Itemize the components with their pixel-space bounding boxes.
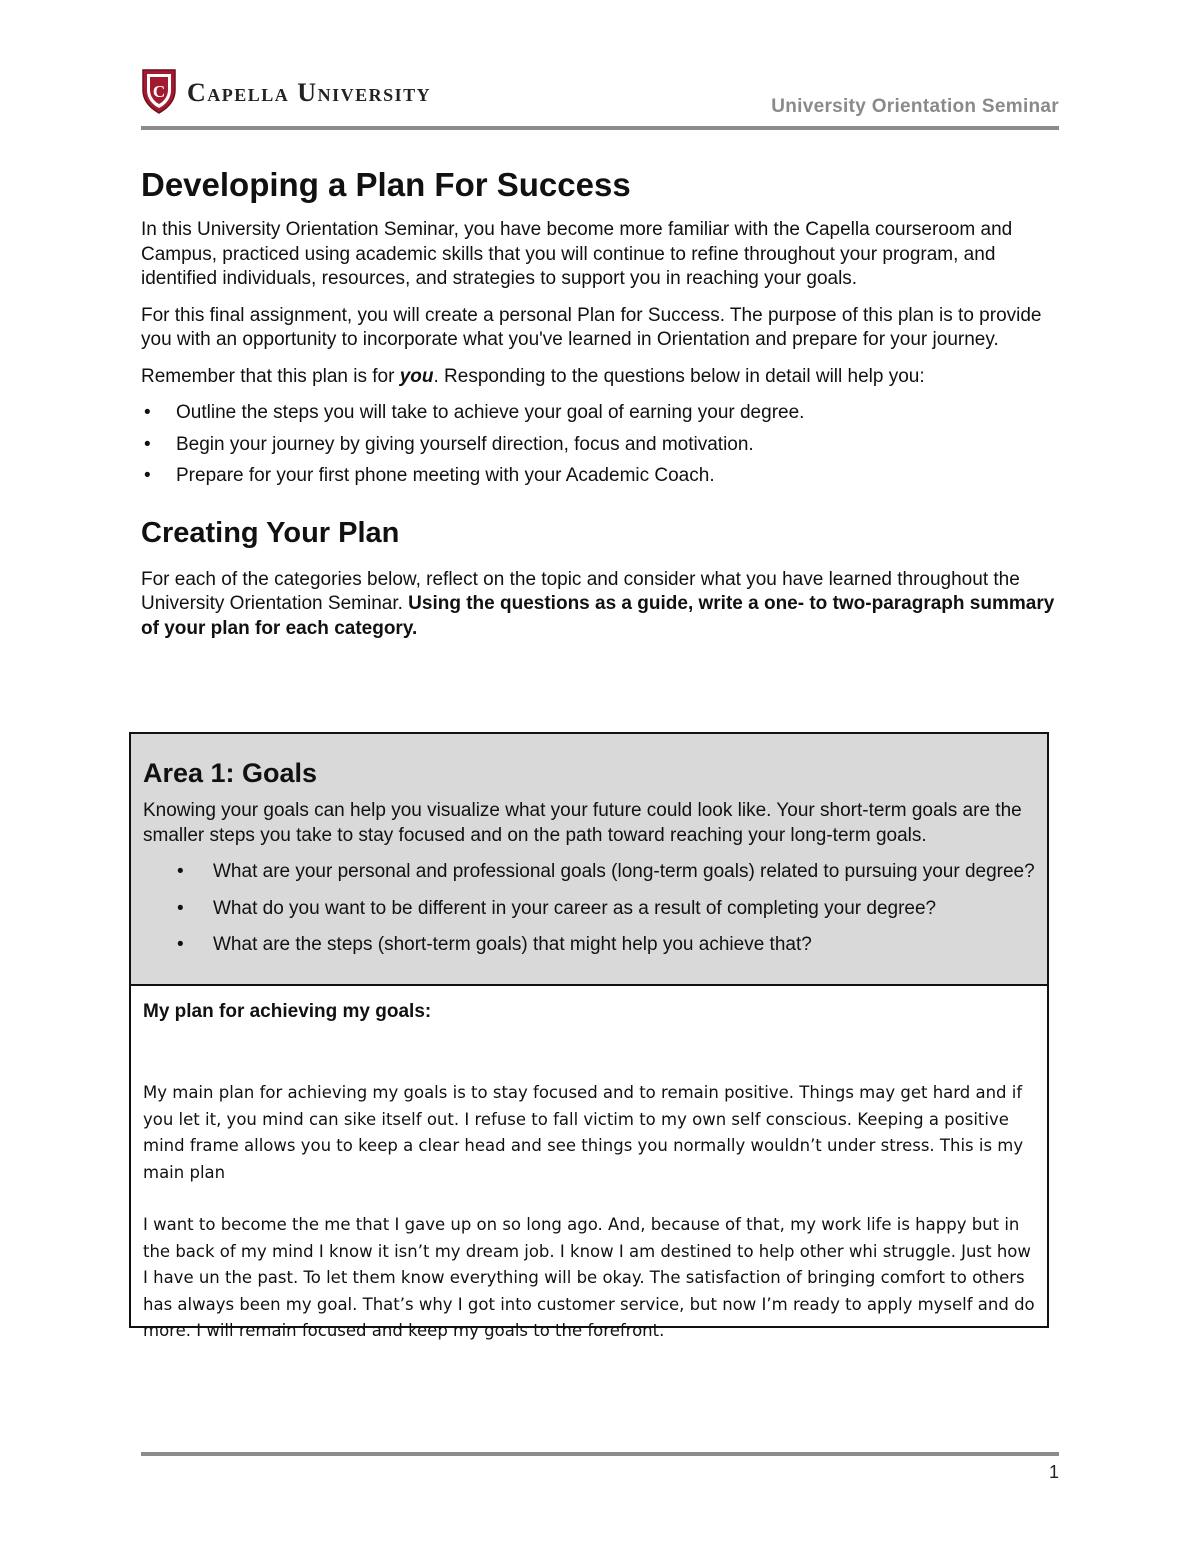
creating-plan-paragraph bbox=[141, 568, 1059, 642]
list-item bbox=[141, 433, 1059, 458]
remember-text-end: . Responding to the questions below in detail will help you: bbox=[433, 365, 925, 387]
goals-bullet-list bbox=[141, 401, 1059, 489]
svg-text:C: C bbox=[152, 82, 166, 101]
header-seminar-title: University Orientation Seminar bbox=[771, 96, 1059, 117]
creating-plan-text: For each of the categories below, reflect on the topic and consider what you have learned throughout the University Orientation Seminar. bbox=[141, 568, 1020, 614]
capella-crest-icon bbox=[141, 68, 177, 114]
bullet-icon: • bbox=[177, 897, 184, 919]
area1-answer[interactable] bbox=[131, 986, 1047, 1340]
question-text: What are the steps (short-term goals) that might help you achieve that? bbox=[213, 934, 812, 955]
creating-plan-instruction: Using the questions as a guide, write a one- to two-paragraph summary of your plan for each category. bbox=[141, 593, 1055, 639]
list-item bbox=[143, 897, 1035, 922]
list-item-text: Outline the steps you will take to achieve your goal of earning your degree. bbox=[176, 402, 805, 423]
document-body bbox=[141, 160, 1059, 653]
list-item bbox=[143, 933, 1035, 958]
intro-paragraph-2: For this final assignment, you will create a personal Plan for Success. The purpose of this plan is to provide you with an opportunity to incorporate what you've learned in Orientation and prepare for your journey. bbox=[141, 304, 1042, 350]
list-item bbox=[141, 464, 1059, 489]
page-header bbox=[141, 68, 1059, 130]
remember-emphasis: you bbox=[399, 365, 434, 387]
list-item-text: Prepare for your first phone meeting with your Academic Coach. bbox=[176, 465, 715, 486]
plan-label: My plan for achieving my goals: bbox=[143, 1000, 432, 1022]
intro-paragraph-1: In this University Orientation Seminar, you have become more familiar with the Capella courseroom and Campus, practiced using academic skills that you will continue to refine throughout your program, and identified individuals, resources, and strategies to support you in reaching your goals. bbox=[141, 219, 1013, 289]
list-item bbox=[141, 401, 1059, 426]
creating-plan-heading: Creating Your Plan bbox=[141, 516, 400, 549]
bullet-icon: • bbox=[144, 465, 151, 486]
area1-prompt bbox=[131, 734, 1047, 986]
footer-divider bbox=[141, 1452, 1059, 1456]
capella-logo bbox=[141, 68, 431, 114]
area1-questions bbox=[143, 860, 1035, 958]
area1-description: Knowing your goals can help you visualize what your future could look like. Your short-term goals are the smaller steps you take to stay focused and on the path toward reaching your long-term goals. bbox=[143, 800, 1022, 846]
question-text: What do you want to be different in your career as a result of completing your degree? bbox=[213, 897, 937, 919]
bullet-icon: • bbox=[144, 433, 151, 455]
list-item-text: Begin your journey by giving yourself direction, focus and motivation. bbox=[176, 433, 754, 455]
area1-goals-box bbox=[129, 732, 1049, 1340]
header-divider bbox=[141, 126, 1059, 130]
answer-paragraph-2: I want to become the me that I gave up on so long ago. And, because of that, my work life is happy but in the back of my mind I know it isn’t my dream job. I know I am destined to help other whi struggle. Just how I have un the past. To let them know everything will be okay. The satisfaction of bringing comfort to others has always been my goal. That’s why I got into customer service, but now I’m ready to apply myself and do more. I will remain focused and keep my goals to the forefront. bbox=[143, 1215, 1035, 1340]
question-text: What are your personal and professional goals (long-term goals) related to pursuing your degree? bbox=[213, 861, 1035, 882]
area1-heading: Area 1: Goals bbox=[143, 758, 318, 788]
logo-text: Capella University bbox=[187, 78, 432, 107]
bullet-icon: • bbox=[144, 402, 151, 423]
answer-paragraph-1: My main plan for achieving my goals is to stay focused and to remain positive. Things may get hard and if you let it, you mind can sike itself out. I refuse to fall victim to my own self conscious. Keeping a positive mind frame allows you to keep a clear head and see things you normally wouldn’t under stress. This is my main plan bbox=[143, 1083, 1024, 1182]
bullet-icon: • bbox=[177, 934, 184, 955]
page-title: Developing a Plan For Success bbox=[141, 166, 631, 203]
bullet-icon: • bbox=[177, 861, 184, 882]
remember-text: Remember that this plan is for bbox=[141, 365, 400, 387]
page-number: 1 bbox=[1048, 1462, 1059, 1482]
remember-paragraph bbox=[141, 365, 1059, 390]
list-item bbox=[143, 860, 1035, 885]
